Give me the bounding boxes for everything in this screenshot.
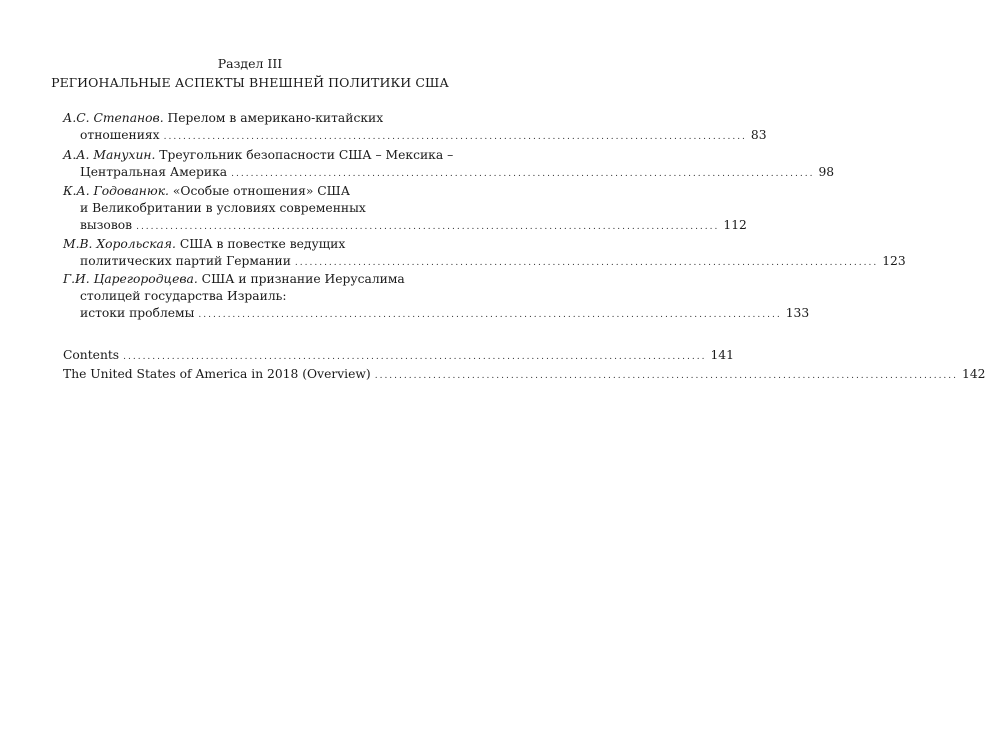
entry-title-end: политических партий Германии (80, 254, 291, 268)
entry-title: «Особые отношения» США (172, 184, 351, 198)
section-title: РЕГИОНАЛЬНЫЕ АСПЕКТЫ ВНЕШНЕЙ ПОЛИТИКИ США (51, 75, 449, 90)
entry-title: Перелом в американо-китайских (167, 111, 384, 125)
dot-leader: ........................................................................................................................ (123, 352, 707, 362)
page-number: 123 (882, 254, 906, 268)
toc-entry-contents[interactable] (63, 347, 734, 364)
page-number: 141 (710, 348, 734, 362)
entry-author: К.А. Годованюк. (63, 184, 169, 198)
entry-title: США и признание Иерусалима (201, 272, 405, 286)
entry-author: М.В. Хорольская. (63, 237, 176, 251)
toc-entry[interactable] (63, 183, 747, 234)
dot-leader: ........................................................................................................................ (163, 132, 747, 142)
entry-first-line (63, 183, 443, 200)
entry-title: The United States of America in 2018 (Overview) (63, 367, 371, 381)
dot-leader: ........................................................................................................................ (294, 258, 879, 268)
section-number: Раздел III (217, 56, 283, 71)
dot-leader: ........................................................................................................................ (374, 371, 959, 381)
entry-first-line (63, 147, 454, 164)
entry-first-line (63, 236, 443, 253)
entry-title: Contents (63, 348, 120, 362)
entry-title-end: вызовов (80, 218, 133, 232)
toc-entry[interactable] (63, 147, 835, 181)
entry-middle-line: столицей государства Израиль: (80, 289, 287, 303)
entry-last-line (63, 253, 906, 270)
page-number: 133 (785, 306, 810, 320)
entry-line (63, 347, 734, 364)
entry-last-line (63, 127, 767, 144)
entry-first-line (63, 271, 443, 288)
entry-author: Г.И. Царегородцева. (63, 272, 198, 286)
entry-middle-line: и Великобритании в условиях современных (80, 201, 366, 215)
page-number: 83 (750, 128, 767, 142)
entry-title: Треугольник безопасности США – Мексика – (159, 148, 454, 162)
dot-leader: ........................................................................................................................ (136, 222, 720, 232)
toc-entry-overview[interactable] (63, 366, 986, 383)
entry-title-end: истоки проблемы (80, 306, 195, 320)
entry-title: США в повестке ведущих (179, 237, 346, 251)
toc-entry[interactable] (63, 271, 810, 322)
dot-leader: ........................................................................................................................ (198, 310, 782, 320)
entry-title-end: Центральная Америка (80, 165, 228, 179)
entry-author: А.С. Степанов. (63, 111, 164, 125)
entry-last-line (63, 305, 810, 322)
toc-entry[interactable] (63, 236, 906, 270)
toc-entry[interactable] (63, 110, 767, 144)
dot-leader: ........................................................................................................................ (231, 169, 815, 179)
entry-first-line (63, 110, 443, 127)
entry-last-line (63, 164, 835, 181)
page-number: 142 (962, 367, 986, 381)
page-number: 98 (818, 165, 835, 179)
entry-last-line (63, 217, 747, 234)
entry-author: А.А. Манухин. (63, 148, 156, 162)
entry-title-end: отношениях (80, 128, 160, 142)
page-number: 112 (723, 218, 747, 232)
entry-line (63, 366, 986, 383)
